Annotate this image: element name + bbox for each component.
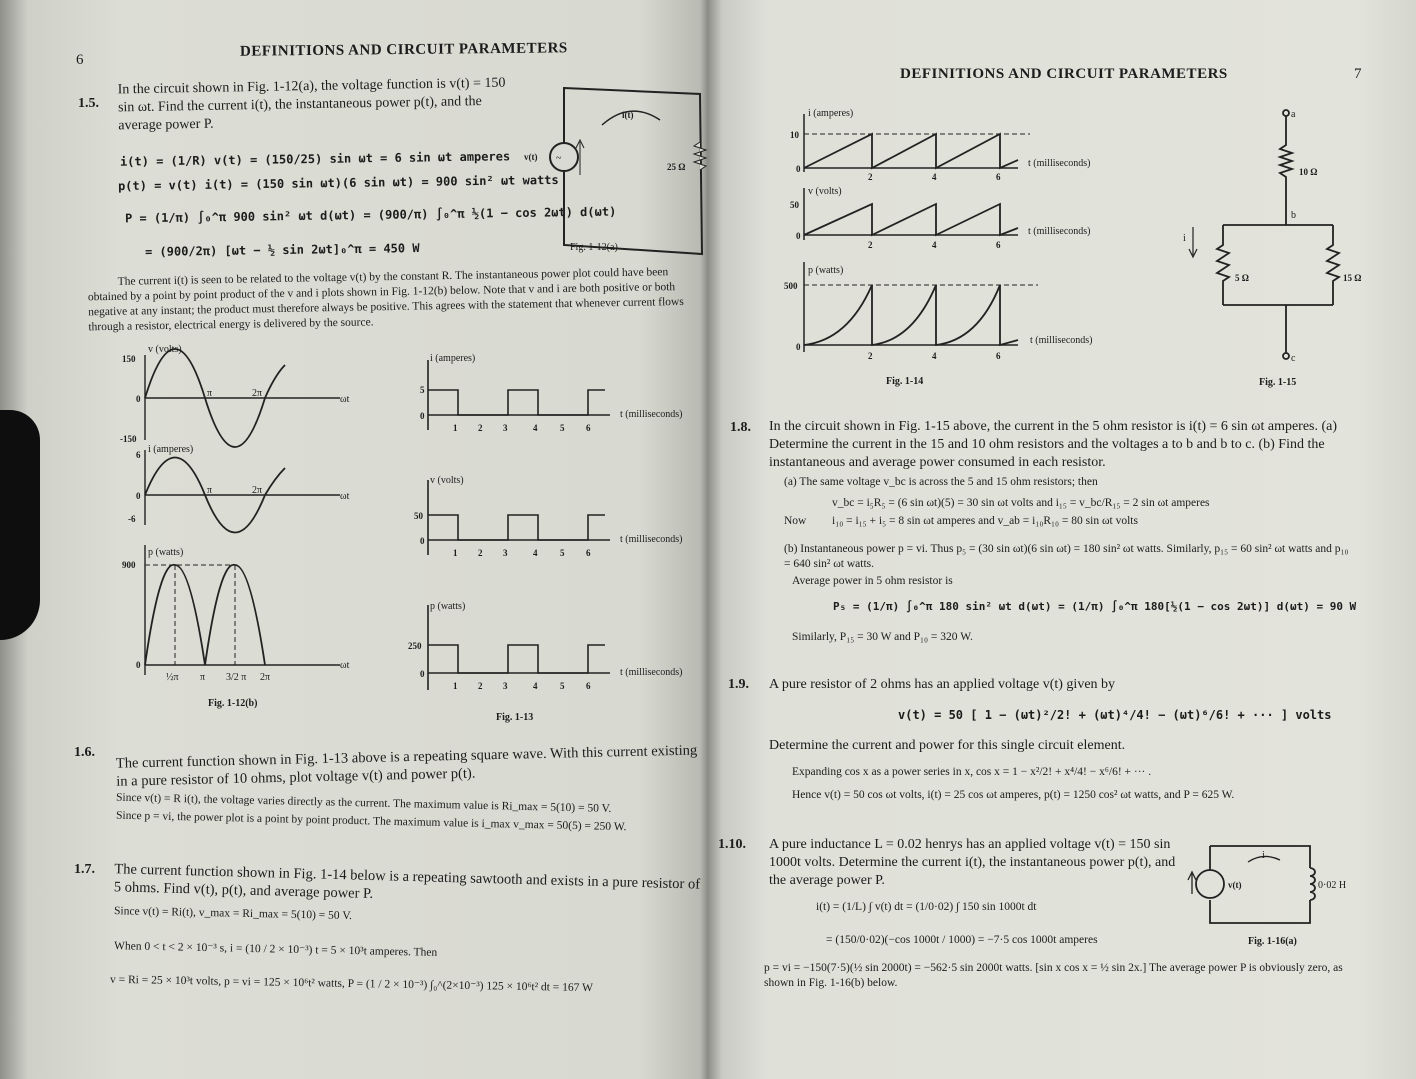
tick-label: 6 — [586, 548, 591, 558]
problem-text: Determine the current and power for this single circuit element. — [769, 738, 1126, 753]
tick-label: 4 — [533, 423, 538, 433]
axis-label: p (watts) — [430, 601, 466, 612]
thumb-shadow — [0, 410, 40, 640]
node-label: c — [1291, 353, 1296, 364]
figure-caption: Fig. 1-15 — [1259, 377, 1297, 388]
tick-label: 1 — [453, 548, 458, 558]
tick-label: 10 — [790, 130, 799, 140]
solution-line: p = vi = −150(7·5)(½ sin 2000t) = −562·5 sin 2000t watts. [sin x cos x = ½ sin 2x.] The average power P is obviously zero, as shown in Fig. 1-16(b) below. — [764, 962, 1343, 989]
equation: p(t) = v(t) i(t) = (150 sin ωt)(6 sin ωt) = 900 sin² ωt watts — [117, 172, 559, 194]
tick-label: 6 — [586, 681, 591, 691]
source-label: v(t) — [524, 152, 538, 162]
tick-label: 5 — [560, 548, 565, 558]
solution-line: Since p = vi, the power plot is a point by point product. The maximum value is i_max v_max = 50(5) = 250 W. — [115, 809, 627, 834]
tick-label: 5 — [420, 385, 425, 395]
circuit-diagram-fig-1-12a — [510, 80, 710, 270]
tick-label: 500 — [784, 281, 798, 291]
tick-label: ½π — [166, 672, 179, 683]
tick-label: 2 — [868, 240, 873, 250]
solution-line: Now — [784, 515, 807, 527]
problem-text: The current function shown in Fig. 1-13 above is a repeating square wave. With this current existing in a pure resistor of 10 ohms, plot voltage v(t) and power p(t). — [115, 742, 698, 790]
problem-number: 1.9. — [728, 677, 749, 692]
axis-label: i (amperes) — [148, 444, 194, 455]
current-label: i — [1262, 850, 1265, 861]
tick-label: 1 — [453, 423, 458, 433]
axis-label: v (volts) — [430, 475, 464, 486]
axis-label: t (milliseconds) — [620, 667, 683, 678]
tick-label: 1 — [453, 681, 458, 691]
square-wave-plot-fig-1-13 — [400, 345, 700, 730]
running-header: DEFINITIONS AND CIRCUIT PARAMETERS — [239, 40, 568, 60]
solution-line: Expanding cos x as a power series in x, cos x = 1 − x²/2! + x⁴/4! − x⁶/6! + ··· . — [792, 766, 1152, 778]
tick-label: 2 — [868, 351, 873, 361]
tick-label: 4 — [533, 681, 538, 691]
axis-label: i (amperes) — [808, 108, 854, 119]
equation: i(t) = (1/L) ∫ v(t) dt = (1/0·02) ∫ 150 sin 1000t dt — [816, 901, 1037, 913]
axis-label: t (milliseconds) — [620, 534, 683, 545]
tick-label: 50 — [790, 200, 799, 210]
tick-label: 250 — [408, 641, 422, 651]
problem-number: 1.8. — [730, 420, 751, 435]
current-label: i — [1183, 233, 1186, 244]
source-label: v(t) — [1228, 880, 1242, 890]
figure-caption: Fig. 1-12(b) — [208, 698, 258, 709]
tick-label: π — [207, 388, 213, 399]
tick-label: 6 — [996, 240, 1001, 250]
problem-text: A pure inductance L = 0.02 henrys has an applied voltage v(t) = 150 sin 1000t volts. Determine the current i(t), the instantaneous power p(t), and the average power P. — [769, 837, 1176, 888]
equation: v(t) = 50 [ 1 − (ωt)²/2! + (ωt)⁴/4! − (ωt)⁶/6! + ··· ] volts — [898, 708, 1332, 722]
tick-label: 0 — [796, 342, 801, 352]
tick-label: 150 — [122, 354, 136, 364]
tick-label: 0 — [136, 660, 141, 670]
figure-caption: Fig. 1-14 — [886, 376, 924, 387]
tick-label: 0 — [420, 536, 425, 546]
tick-label: 900 — [122, 560, 136, 570]
problem-number: 1.7. — [74, 862, 95, 877]
axis-label: t (milliseconds) — [1028, 226, 1091, 237]
inductor-label: 0·02 H — [1318, 880, 1347, 891]
axis-label: v (volts) — [148, 344, 182, 355]
tick-label: 3 — [503, 548, 508, 558]
equation: P₅ = (1/π) ∫₀^π 180 sin² ωt d(ωt) = (1/π) ∫₀^π 180[½(1 − cos 2ωt)] d(ωt) = 90 W — [833, 600, 1357, 613]
resistor-label: 15 Ω — [1343, 273, 1362, 283]
tick-label: 2π — [252, 388, 263, 399]
axis-label: p (watts) — [808, 265, 844, 276]
page-number: 6 — [76, 52, 84, 68]
tick-label: 4 — [932, 351, 937, 361]
axis-label: ωt — [340, 660, 350, 671]
solution-line: Since v(t) = Ri(t), v_max = Ri_max = 5(10) = 50 V. — [113, 905, 353, 923]
equation: P = (1/π) ∫₀^π 900 sin² ωt d(ωt) = (900/π) ∫₀^π ½(1 − cos 2ωt) d(ωt) — [124, 204, 617, 226]
axis-label: v (volts) — [808, 186, 842, 197]
explanation-paragraph: The current i(t) is seen to be related to the voltage v(t) by the constant R. The instantaneous power plot could have been obtained by a point by point product of the v and i plots shown in Fig. 1-12(b) below. Note that v and i are both positive or both negative at any instant; the product must therefore always be positive. This agrees with the statement that whenever current flows through a resistor, electrical energy is delivered by the source. — [87, 266, 684, 334]
tick-label: 0 — [136, 394, 141, 404]
tick-label: 4 — [932, 172, 937, 182]
tick-label: -150 — [120, 434, 137, 444]
axis-label: t (milliseconds) — [620, 409, 683, 420]
tick-label: 2 — [478, 681, 483, 691]
page-number: 7 — [1354, 66, 1362, 82]
tick-label: 0 — [420, 411, 425, 421]
tick-label: 3 — [503, 423, 508, 433]
tick-label: 6 — [586, 423, 591, 433]
solution-line: (a) The same voltage v_bc is across the 5 and 15 ohm resistors; then — [784, 476, 1098, 488]
circuit-diagram-fig-1-15 — [1163, 105, 1383, 395]
resistor-label: 25 Ω — [667, 162, 686, 172]
tick-label: 2 — [478, 423, 483, 433]
tick-label: 6 — [996, 172, 1001, 182]
solution-line: Similarly, P₁₅ = 30 W and P₁₀ = 320 W. — [792, 631, 973, 643]
tick-label: 50 — [414, 511, 423, 521]
axis-label: ωt — [340, 394, 350, 405]
problem-number: 1.5. — [78, 96, 99, 111]
tick-label: 6 — [996, 351, 1001, 361]
circuit-diagram-fig-1-16a — [1178, 838, 1378, 953]
node-label: b — [1291, 210, 1296, 221]
axis-label: t (milliseconds) — [1028, 158, 1091, 169]
tick-label: 2 — [478, 548, 483, 558]
axis-label: p (watts) — [148, 547, 184, 558]
sawtooth-plot-fig-1-14 — [768, 100, 1138, 390]
problem-text: A pure resistor of 2 ohms has an applied voltage v(t) given by — [769, 677, 1116, 692]
tick-label: 2π — [252, 485, 263, 496]
axis-label: t (milliseconds) — [1030, 335, 1093, 346]
solution-line: v = Ri = 25 × 10³t volts, p = vi = 125 × 10⁶t² watts, P = (1 / 2 × 10⁻³) ∫₀^(2×10⁻³) 125 × 10⁶t² dt = 167 W — [109, 973, 593, 995]
tick-label: 5 — [560, 423, 565, 433]
tick-label: 0 — [136, 491, 141, 501]
tick-label: 4 — [932, 240, 937, 250]
node-label: a — [1291, 109, 1296, 120]
tick-label: 6 — [136, 450, 141, 460]
running-header: DEFINITIONS AND CIRCUIT PARAMETERS — [900, 66, 1228, 82]
problem-number: 1.6. — [74, 745, 95, 760]
tick-label: 0 — [796, 164, 801, 174]
figure-caption: Fig. 1-13 — [496, 712, 534, 723]
tick-label: 2π — [260, 672, 271, 683]
problem-text: In the circuit shown in Fig. 1-12(a), the voltage function is v(t) = 150 sin ωt. Find the current i(t), the instantaneous power p(t), and the average power P. — [117, 75, 506, 134]
solution-line: Since v(t) = R i(t), the voltage varies directly as the current. The maximum value is Ri_max = 5(10) = 50 V. — [115, 791, 612, 815]
current-label: i(t) — [622, 110, 634, 120]
svg-text:~: ~ — [556, 153, 562, 164]
axis-label: i (amperes) — [430, 353, 476, 364]
tick-label: 2 — [868, 172, 873, 182]
tick-label: 5 — [560, 681, 565, 691]
solution-line: When 0 < t < 2 × 10⁻³ s, i = (10 / 2 × 10⁻³) t = 5 × 10³t amperes. Then — [113, 940, 438, 959]
tick-label: π — [207, 485, 213, 496]
problem-text: In the circuit shown in Fig. 1-15 above, the current in the 5 ohm resistor is i(t) = 6 sin ωt amperes. (a) Determine the current in the 15 and 10 ohm resistors and the voltages a to b and b to c. (b) Find the instantaneous and average power consumed in each resistor. — [769, 419, 1338, 470]
equation: = (900/2π) [ωt − ½ sin 2ωt]₀^π = 450 W — [144, 241, 420, 259]
equation: v_bc = i₅R₅ = (6 sin ωt)(5) = 30 sin ωt volts and i₁₅ = v_bc/R₁₅ = 2 sin ωt amperes — [832, 497, 1210, 509]
problem-number: 1.10. — [718, 837, 746, 852]
figure-caption: Fig. 1-16(a) — [1248, 936, 1297, 947]
tick-label: 3/2 π — [226, 672, 247, 683]
axis-label: ωt — [340, 491, 350, 502]
resistor-label: 5 Ω — [1235, 273, 1249, 283]
solution-line: Hence v(t) = 50 cos ωt volts, i(t) = 25 cos ωt amperes, p(t) = 1250 cos² ωt watts, and P = 625 W. — [792, 789, 1235, 801]
right-page — [708, 0, 1416, 1079]
solution-line: (b) Instantaneous power p = vi. Thus p₅ = (30 sin ωt)(6 sin ωt) = 180 sin² ωt watts. Similarly, p₁₅ = 60 sin² ωt watts and p₁₀ = 640 sin² ωt watts. — [784, 543, 1349, 570]
problem-text: The current function shown in Fig. 1-14 below is a repeating sawtooth and exists in a pure resistor of 5 ohms. Find v(t), p(t), and average power P. — [113, 861, 701, 903]
equation: = (150/0·02)(−cos 1000t / 1000) = −7·5 cos 1000t amperes — [826, 934, 1098, 946]
tick-label: 3 — [503, 681, 508, 691]
figure-caption: Fig. 1-12(a) — [570, 242, 618, 253]
equation: i(t) = (1/R) v(t) = (150/25) sin ωt = 6 sin ωt amperes — [119, 149, 511, 169]
tick-label: 0 — [420, 669, 425, 679]
waveform-plot-fig-1-12b — [60, 340, 360, 720]
tick-label: π — [200, 672, 206, 683]
solution-line: Average power in 5 ohm resistor is — [792, 575, 953, 587]
tick-label: 0 — [796, 231, 801, 241]
resistor-label: 10 Ω — [1299, 167, 1318, 177]
equation: i₁₀ = i₁₅ + i₅ = 8 sin ωt amperes and v_ab = i₁₀R₁₀ = 80 sin ωt volts — [832, 515, 1138, 527]
tick-label: 4 — [533, 548, 538, 558]
tick-label: -6 — [128, 514, 136, 524]
